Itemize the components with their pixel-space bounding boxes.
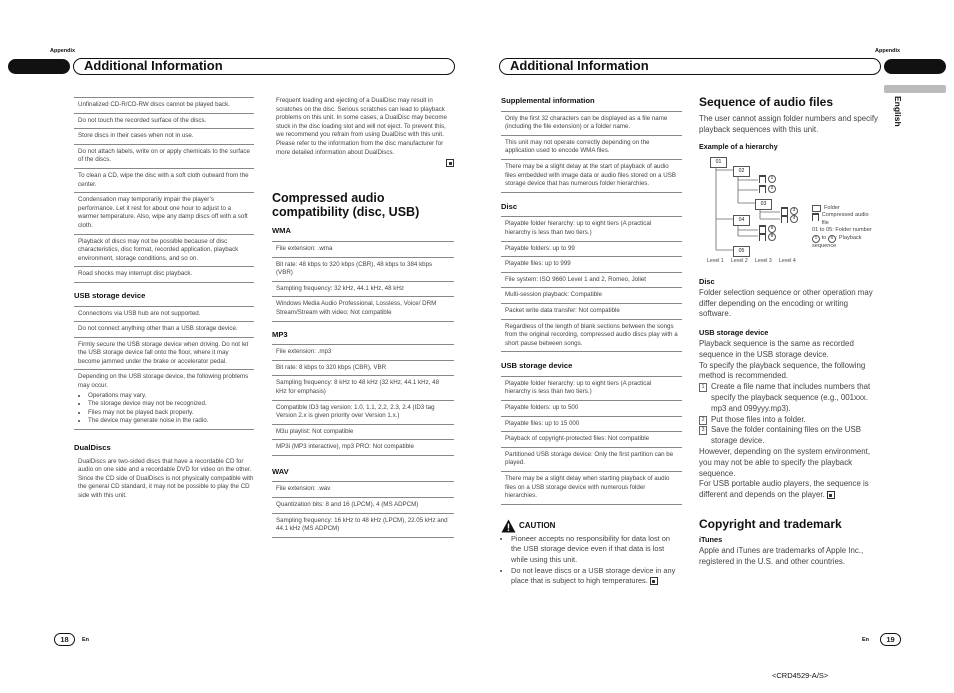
right-header-pill bbox=[884, 59, 946, 74]
caution-text: Do not leave discs or a USB storage device in any place that is subject to high temperatures. bbox=[511, 565, 676, 586]
right-header-title: Additional Information bbox=[510, 58, 649, 73]
mp3-spec: MP3i (MP3 interactive), mp3 PRO: Not compatible bbox=[272, 439, 454, 456]
step-number: 2 bbox=[699, 416, 707, 425]
list-item: • Operations may vary. bbox=[88, 392, 250, 401]
level-1-label: Level 1 bbox=[707, 258, 724, 264]
language-tab-bar bbox=[884, 85, 946, 93]
dualdiscs-text-2: Since the CD side of DualDiscs is not physically compatible with the general CD standard, it may not be possible to play the CD side with this unit. bbox=[78, 474, 254, 499]
disc-care-note: Road shocks may interrupt disc playback. bbox=[74, 266, 254, 283]
usb-note: Connections via USB hub are not supported. bbox=[74, 306, 254, 322]
document-code: <CRD4529-A/S> bbox=[772, 671, 829, 680]
legend-file bbox=[812, 212, 874, 227]
usb-order-text-2: To specify the playback sequence, the following method is recommended. bbox=[699, 360, 866, 381]
step-1 bbox=[699, 382, 879, 414]
dualdiscs-heading: DualDiscs bbox=[74, 443, 111, 453]
disc-spec: Playable folder hierarchy: up to eight tiers (A practical hierarchy is less than two tiers.) bbox=[501, 216, 682, 240]
disc-spec: Playable folders: up to 99 bbox=[501, 241, 682, 257]
copyright-heading: Copyright and trademark bbox=[699, 516, 842, 531]
disc-care-note: To clean a CD, wipe the disc with a soft cloth outward from the center. bbox=[74, 168, 254, 192]
disc-spec: Regardless of the length of blank sections between the songs from the original recording, compressed audio discs play with a short pause between songs. bbox=[501, 319, 682, 353]
column-4 bbox=[699, 95, 879, 151]
step-number: 3 bbox=[699, 426, 707, 435]
hierarchy-legend bbox=[812, 205, 874, 250]
usb-spec: Playable folders: up to 500 bbox=[501, 400, 682, 416]
step-number: 1 bbox=[699, 383, 707, 392]
supplemental-note: This unit may not operate correctly depending on the application used to encode WMA files. bbox=[501, 135, 682, 159]
end-mark-icon bbox=[650, 577, 658, 585]
mp3-spec: File extension: .mp3 bbox=[272, 344, 454, 360]
usb-order-text-3: However, depending on the system environment, you may not be able to specify the playback sequence. bbox=[699, 446, 871, 478]
step-text: Create a file name that includes numbers that specify the playback sequence (e.g., 001xxx. mp3 and 099yyy.mp3). bbox=[711, 382, 871, 413]
usb-storage-heading: USB storage device bbox=[74, 290, 146, 300]
legend-seq-label: Playback sequence bbox=[812, 234, 862, 249]
step-2 bbox=[699, 415, 879, 426]
hierarchy-diagram bbox=[706, 156, 876, 268]
disc-care-note: Store discs in their cases when not in use. bbox=[74, 128, 254, 144]
music-file-icon bbox=[759, 175, 766, 183]
music-file-icon bbox=[759, 233, 766, 241]
track-number: 4 bbox=[790, 215, 798, 223]
wav-spec: Sampling frequency: 16 kHz to 48 kHz (LPCM), 22.05 kHz and 44.1 kHz (MS ADPCM) bbox=[272, 513, 454, 538]
track-number: 3 bbox=[790, 207, 798, 215]
mp3-spec: M3u playlist: Not compatible bbox=[272, 424, 454, 440]
language-tab-label: English bbox=[893, 96, 903, 127]
usb-note: Do not connect anything other than a USB storage device. bbox=[74, 321, 254, 337]
track-3 bbox=[781, 207, 798, 215]
usb-spec: Playable folder hierarchy: up to eight tiers (A practical hierarchy is less than two tiers.) bbox=[501, 376, 682, 400]
legend-seq-start: 1 bbox=[812, 235, 820, 243]
legend-seq-to: to bbox=[821, 234, 827, 241]
usb-spec: Playable files: up to 15 000 bbox=[501, 416, 682, 432]
track-5 bbox=[759, 225, 776, 233]
folder-03: 03 bbox=[755, 199, 772, 210]
list-item: • Files may not be played back properly. bbox=[88, 409, 250, 418]
warning-icon bbox=[501, 519, 516, 533]
folder-04: 04 bbox=[733, 215, 750, 226]
track-number: 6 bbox=[768, 233, 776, 241]
music-file-icon bbox=[759, 225, 766, 233]
legend-sequence: 1 to 6 : Playback sequence bbox=[812, 234, 862, 249]
left-header-title: Additional Information bbox=[84, 58, 223, 73]
usb-order-text-1: Playback sequence is the same as recorded sequence in the USB storage device. bbox=[699, 338, 854, 359]
column-1 bbox=[74, 97, 254, 501]
usb-order-text-4-row bbox=[699, 479, 879, 501]
folder-icon bbox=[812, 205, 821, 212]
wma-spec: Windows Media Audio Professional, Lossless, Voice/ DRM Stream/Stream with video: Not compatible bbox=[272, 296, 454, 321]
legend-folder bbox=[812, 205, 874, 212]
music-file-icon bbox=[759, 185, 766, 193]
legend-file-label: Compressed audio file bbox=[821, 212, 869, 226]
lang-code-left: En bbox=[82, 637, 90, 643]
caution-list bbox=[501, 534, 682, 587]
column-2 bbox=[272, 97, 454, 538]
supplemental-note: There may be a slight delay at the start of playback of audio files embedded with image data or audio files stored on a USB storage device that has numerous folder hierarchies. bbox=[501, 159, 682, 193]
dualdiscs-text: DualDiscs are two-sided discs that have a recordable CD for audio on one side and a recordable DVD for video on the other. bbox=[78, 457, 252, 474]
usb-spec: Playback of copyright-protected files: Not compatible bbox=[501, 431, 682, 447]
left-appendix-tag: Appendix bbox=[50, 48, 76, 54]
left-header-pill bbox=[8, 59, 70, 74]
list-item: • The device may generate noise in the radio. bbox=[88, 417, 250, 426]
disc-care-note: Do not touch the recorded surface of the discs. bbox=[74, 113, 254, 129]
level-2-label: Level 2 bbox=[731, 258, 748, 264]
itunes-text: Apple and iTunes are trademarks of Apple Inc., registered in the U.S. and other countries. bbox=[699, 545, 864, 566]
usb-problems-list bbox=[78, 392, 250, 426]
step-text: Put those files into a folder. bbox=[711, 414, 806, 424]
track-2 bbox=[759, 185, 776, 193]
track-6 bbox=[759, 233, 776, 241]
folder-02: 02 bbox=[733, 166, 750, 177]
wav-spec: Quantization bits: 8 and 16 (LPCM), 4 (MS ADPCM) bbox=[272, 497, 454, 513]
sequence-intro: The user cannot assign folder numbers and specify playback sequences with this unit. bbox=[699, 114, 878, 134]
legend-seq-end: 6 bbox=[828, 235, 836, 243]
list-item: • Pioneer accepts no responsibility for data lost on the USB storage device even if that data is lost while using this unit. bbox=[511, 534, 682, 566]
usb-problems-intro: Depending on the USB storage device, the following problems may occur. bbox=[78, 373, 249, 390]
folder-05: 05 bbox=[733, 246, 750, 257]
end-mark-icon bbox=[446, 159, 454, 167]
usb-problems-note bbox=[74, 369, 254, 430]
wma-spec: Sampling frequency: 32 kHz, 44.1 kHz, 48 kHz bbox=[272, 281, 454, 297]
disc-spec: Multi-session playback: Compatible bbox=[501, 287, 682, 303]
folder-01: 01 bbox=[710, 157, 727, 168]
step-text: Save the folder containing files on the USB storage device. bbox=[711, 425, 862, 446]
mp3-spec: Sampling frequency: 8 kHz to 48 kHz (32 kHz, 44.1 kHz, 48 kHz for emphasis) bbox=[272, 375, 454, 399]
wav-heading: WAV bbox=[272, 466, 289, 476]
caution-heading-row bbox=[501, 519, 682, 533]
usb-order-heading: USB storage device bbox=[699, 328, 769, 338]
wma-heading: WMA bbox=[272, 226, 291, 236]
page-number-left: 18 bbox=[54, 633, 75, 646]
column-4-lower bbox=[699, 277, 879, 567]
usb-spec-heading: USB storage device bbox=[501, 361, 573, 371]
disc-care-note: Unfinalized CD-R/CD-RW discs cannot be played back. bbox=[74, 97, 254, 113]
music-file-icon bbox=[812, 213, 819, 221]
music-file-icon bbox=[781, 215, 788, 223]
level-4-label: Level 4 bbox=[779, 258, 796, 264]
disc-spec: File system: ISO 9660 Level 1 and 2, Romeo, Joliet bbox=[501, 272, 682, 288]
caution-label: CAUTION bbox=[519, 520, 556, 530]
legend-folder-label: Folder bbox=[824, 205, 840, 211]
sequence-heading: Sequence of audio files bbox=[699, 95, 834, 109]
usb-order-text-4: For USB portable audio players, the sequence is different and depends on the player. bbox=[699, 479, 869, 500]
dualdisc-intro: Frequent loading and ejecting of a DualDisc may result in scratches on the disc. Serious scratches can lead to playback problems on this unit. In some cases, a DualDisc may become stuck in the disc loading slot and will not eject. To prevent this, we recommend you refrain from using DualDisc with this unit. Please refer to the information from the disc manufacturer for more detailed information about DualDiscs. bbox=[276, 97, 447, 156]
page-number-right: 19 bbox=[880, 633, 901, 646]
disc-order-heading: Disc bbox=[699, 277, 715, 286]
track-number: 5 bbox=[768, 225, 776, 233]
itunes-heading: iTunes bbox=[699, 534, 723, 544]
disc-spec: Playable files: up to 999 bbox=[501, 256, 682, 272]
compressed-audio-heading: Compressed audio compatibility (disc, USB) bbox=[272, 191, 420, 220]
list-item bbox=[511, 566, 682, 587]
disc-care-note: Do not attach labels, write on or apply chemicals to the surface of the discs. bbox=[74, 144, 254, 168]
mp3-spec: Compatible ID3 tag version: 1.0, 1.1, 2.2, 2.3, 2.4 (ID3 tag Version 2.x is given priority over Version 1.x.) bbox=[272, 400, 454, 424]
track-number: 1 bbox=[768, 175, 776, 183]
usb-spec: Partitioned USB storage device: Only the first partition can be played. bbox=[501, 447, 682, 471]
wma-spec: File extension: .wma bbox=[272, 241, 454, 257]
end-mark-icon bbox=[827, 491, 835, 499]
wma-spec: Bit rate: 48 kbps to 320 kbps (CBR), 48 kbps to 384 kbps (VBR) bbox=[272, 257, 454, 281]
usb-spec: There may be a slight delay when starting playback of audio files on a USB storage device with numerous folder hierarchies. bbox=[501, 471, 682, 505]
supplemental-note: Only the first 32 characters can be displayed as a file name (including the file extension) or a folder name. bbox=[501, 111, 682, 135]
lang-code-right: En bbox=[862, 637, 870, 643]
level-3-label: Level 3 bbox=[755, 258, 772, 264]
right-appendix-tag: Appendix bbox=[875, 48, 901, 54]
wav-spec: File extension: .wav bbox=[272, 481, 454, 497]
track-4 bbox=[781, 215, 798, 223]
disc-spec: Packet write data transfer: Not compatible bbox=[501, 303, 682, 319]
disc-care-note: Condensation may temporarily impair the player’s performance. Let it rest for about one hour to adjust to a warmer temperature. Also, wipe any damp discs off with a soft cloth. bbox=[74, 192, 254, 233]
step-3 bbox=[699, 425, 879, 447]
music-file-icon bbox=[781, 207, 788, 215]
mp3-spec: Bit rate: 8 kbps to 320 kbps (CBR), VBR bbox=[272, 360, 454, 376]
track-number: 2 bbox=[768, 185, 776, 193]
track-1 bbox=[759, 175, 776, 183]
usb-note: Firmly secure the USB storage device when driving. Do not let the USB storage device fall onto the floor, where it may become jammed under the brake or accelerator pedal. bbox=[74, 337, 254, 370]
supplemental-heading: Supplemental information bbox=[501, 96, 595, 105]
example-heading: Example of a hierarchy bbox=[699, 141, 778, 151]
disc-spec-heading: Disc bbox=[501, 201, 518, 211]
mp3-heading: MP3 bbox=[272, 329, 288, 339]
legend-folder-range: 01 to 05: Folder number bbox=[812, 227, 872, 234]
disc-care-note: Playback of discs may not be possible because of disc characteristics, disc format, recorded application, playback environment, storage conditions, and so on. bbox=[74, 234, 254, 267]
disc-order-text: Folder selection sequence or other operation may differ depending on the encoding or writing software. bbox=[699, 287, 873, 319]
list-item: • The storage device may not be recognized. bbox=[88, 400, 250, 409]
column-3 bbox=[501, 97, 682, 587]
